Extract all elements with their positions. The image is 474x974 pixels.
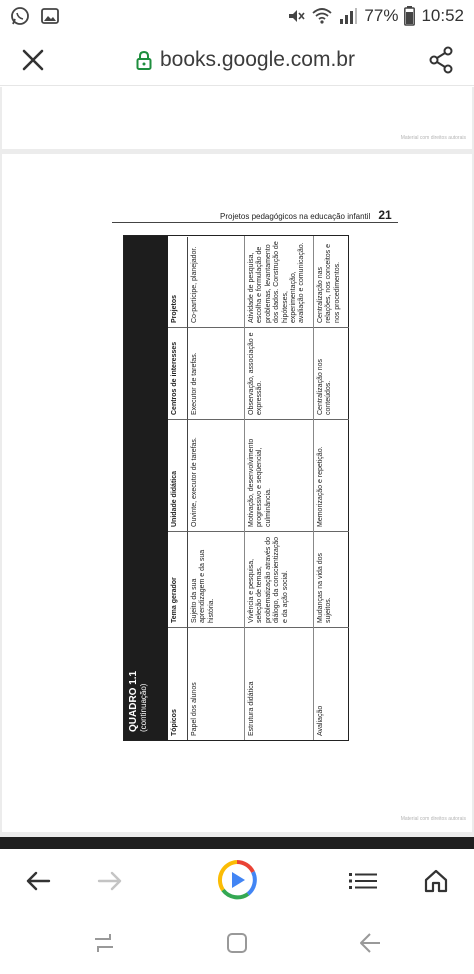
back-arrow-icon	[25, 870, 51, 892]
signal-icon	[338, 6, 358, 26]
table-header-row	[168, 236, 188, 740]
bottom-toolbar	[0, 849, 474, 911]
header-rule	[112, 222, 398, 223]
table-cell: Ouvinte, executor de tarefas.	[188, 420, 244, 532]
table-title: QUADRO 1.1	[128, 670, 139, 732]
clock: 10:52	[421, 6, 464, 25]
table-cell: Avaliação	[317, 705, 324, 736]
home-button[interactable]	[418, 863, 454, 899]
google-play-icon	[217, 860, 257, 900]
table-cell: Co-partícipe, planejador.	[188, 237, 244, 328]
back-button[interactable]	[20, 863, 56, 899]
forward-button[interactable]	[92, 863, 128, 899]
battery-percent: 77%	[364, 6, 399, 25]
book-page	[2, 154, 472, 832]
table-cell: Papel dos alunos	[191, 682, 198, 736]
table-title-bar	[124, 236, 168, 740]
gallery-icon	[40, 6, 60, 26]
table-cell: Estrutura didática	[248, 681, 255, 736]
table-cell: Observação, associação e expressão.	[245, 328, 313, 420]
forward-arrow-icon	[97, 870, 123, 892]
whatsapp-icon	[10, 6, 30, 26]
mute-icon	[286, 6, 306, 26]
table-cell: Executor de tarefas.	[188, 328, 244, 420]
url-display[interactable]	[136, 48, 355, 72]
table-row	[314, 236, 349, 740]
back-icon	[358, 931, 382, 955]
table-cell: Centralização nos conteúdos.	[314, 328, 349, 420]
lock-icon	[136, 50, 152, 70]
page-divider	[0, 837, 474, 849]
url-text: books.google.com.br	[160, 48, 355, 71]
table-row	[188, 236, 245, 740]
list-icon	[349, 871, 377, 891]
table-cell: Atividade de pesquisa, escolha e formulação de problemas, levantamento dos dados. Construção de hipóteses, experimentação, avaliação e comunicação.	[245, 237, 313, 328]
recents-button[interactable]	[90, 929, 118, 957]
previous-page	[2, 87, 472, 149]
share-icon[interactable]	[428, 46, 454, 74]
google-play-books-button[interactable]	[216, 859, 258, 901]
contents-button[interactable]	[345, 863, 381, 899]
system-navigation-bar	[0, 911, 474, 974]
home-square-icon	[225, 931, 249, 955]
column-header: Centros de interesses	[168, 328, 188, 420]
page-number: 21	[378, 208, 392, 222]
table-cell: Vivência e pesquisa, seleção de temas, problematização através do diálogo, da conscientização e da ação social.	[245, 532, 313, 628]
table-cell: Mudanças na vida dos sujeitos.	[314, 532, 349, 628]
column-header: Tópicos	[168, 628, 188, 740]
table-cell: Memorização e repetição.	[314, 420, 349, 532]
column-header: Unidade didática	[168, 420, 188, 532]
status-bar	[0, 0, 474, 34]
custom-tab-toolbar	[0, 34, 474, 86]
home-icon	[423, 868, 449, 894]
table-cell: Sujeito da sua aprendizagem e da sua história.	[188, 532, 244, 628]
wifi-icon	[312, 6, 332, 26]
system-back-button[interactable]	[356, 929, 384, 957]
running-header-title: Projetos pedagógicos na educação infantil	[220, 212, 371, 221]
quadro-table-rotated	[123, 235, 349, 741]
watermark-top: Material com direitos autorais	[400, 135, 466, 141]
column-header: Projetos	[168, 237, 188, 328]
quadro-table	[123, 235, 349, 741]
watermark-bottom: Material com direitos autorais	[400, 816, 466, 822]
running-header	[220, 208, 392, 222]
book-viewer[interactable]	[0, 87, 474, 849]
battery-icon	[404, 6, 415, 26]
recents-icon	[92, 931, 116, 955]
column-header: Tema gerador	[168, 532, 188, 628]
close-icon[interactable]	[20, 47, 46, 73]
table-row	[245, 236, 314, 740]
table-cell: Centralização nas relações, nos conceitos e nos procedimentos.	[314, 237, 349, 328]
table-subtitle: (continuação)	[139, 683, 148, 732]
system-home-button[interactable]	[223, 929, 251, 957]
table-cell: Motivação, desenvolvimento progressivo e seqüencial, culminância.	[245, 420, 313, 532]
